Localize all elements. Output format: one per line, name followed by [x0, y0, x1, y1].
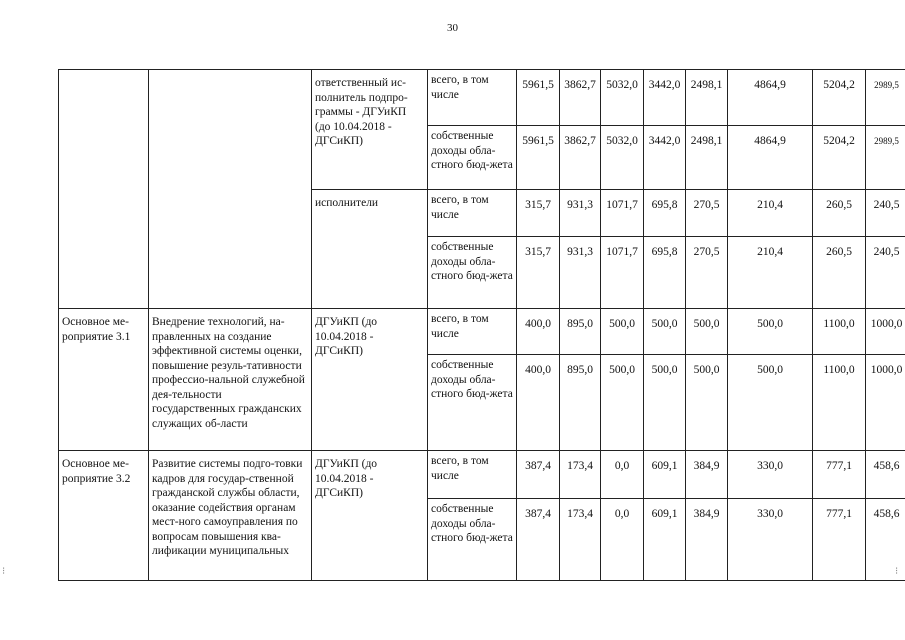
value-cell: 500,0	[728, 355, 813, 451]
value-cell: 5961,5	[517, 70, 560, 126]
value-cell: 895,0	[560, 309, 601, 355]
value-cell: 5204,2	[813, 126, 866, 190]
value-cell: 384,9	[686, 451, 728, 499]
budget-table	[58, 69, 905, 581]
funding-source-cell: всего, в том числе	[428, 190, 517, 237]
value-cell: 2989,5	[866, 126, 905, 190]
value-cell: 270,5	[686, 190, 728, 237]
value-cell: 240,5	[866, 237, 905, 309]
value-cell: 260,5	[813, 190, 866, 237]
value-cell: 1100,0	[813, 309, 866, 355]
value-cell: 500,0	[601, 309, 644, 355]
value-cell: 931,3	[560, 190, 601, 237]
value-cell: 330,0	[728, 499, 813, 581]
executor-cell: исполнители	[312, 190, 428, 309]
right-edge-mark: ⁝	[895, 566, 899, 577]
value-cell: 1071,7	[601, 190, 644, 237]
value-cell: 260,5	[813, 237, 866, 309]
funding-source-cell: собственные доходы обла-стного бюд-жета	[428, 126, 517, 190]
value-cell: 777,1	[813, 451, 866, 499]
executor-cell: ответственный ис-полнитель подпро-граммы - ДГУиКП (до 10.04.2018 - ДГСиКП)	[312, 70, 428, 190]
value-cell: 609,1	[644, 499, 686, 581]
value-cell: 777,1	[813, 499, 866, 581]
funding-source-cell: всего, в том числе	[428, 70, 517, 126]
value-cell: 458,6	[866, 499, 905, 581]
value-cell: 5032,0	[601, 70, 644, 126]
value-cell: 500,0	[644, 355, 686, 451]
value-cell: 1000,0	[866, 309, 905, 355]
value-cell: 315,7	[517, 190, 560, 237]
value-cell: 5204,2	[813, 70, 866, 126]
activity-cell: Основное ме-роприятие 3.1	[59, 309, 149, 451]
value-cell: 2989,5	[866, 70, 905, 126]
value-cell: 500,0	[686, 309, 728, 355]
left-edge-mark: ⁝	[2, 566, 6, 577]
activity-cell: Основное ме-роприятие 3.2	[59, 451, 149, 581]
value-cell: 210,4	[728, 190, 813, 237]
value-cell: 173,4	[560, 499, 601, 581]
value-cell: 3862,7	[560, 70, 601, 126]
value-cell: 5032,0	[601, 126, 644, 190]
table-row	[59, 451, 905, 499]
value-cell: 173,4	[560, 451, 601, 499]
value-cell: 500,0	[728, 309, 813, 355]
value-cell: 500,0	[644, 309, 686, 355]
value-cell: 400,0	[517, 355, 560, 451]
value-cell: 210,4	[728, 237, 813, 309]
value-cell: 931,3	[560, 237, 601, 309]
value-cell: 3862,7	[560, 126, 601, 190]
description-cell	[149, 70, 312, 309]
funding-source-cell: всего, в том числе	[428, 451, 517, 499]
value-cell: 609,1	[644, 451, 686, 499]
description-cell: Внедрение технологий, на-правленных на создание эффективной системы оценки, повышение резуль-тативности профессио-нальной служебной дея-тельности государственных гражданских служащих об-ласти	[149, 309, 312, 451]
value-cell: 270,5	[686, 237, 728, 309]
value-cell: 695,8	[644, 237, 686, 309]
value-cell: 1100,0	[813, 355, 866, 451]
value-cell: 0,0	[601, 451, 644, 499]
value-cell: 695,8	[644, 190, 686, 237]
value-cell: 4864,9	[728, 70, 813, 126]
funding-source-cell: собственные доходы обла-стного бюд-жета	[428, 237, 517, 309]
value-cell: 387,4	[517, 499, 560, 581]
value-cell: 3442,0	[644, 70, 686, 126]
value-cell: 400,0	[517, 309, 560, 355]
activity-cell	[59, 70, 149, 309]
description-cell: Развитие системы подго-товки кадров для государ-ственной гражданской службы области, оказание содействия органам мест-ного самоуправления по вопросам повышения ква-лификации муниципальных	[149, 451, 312, 581]
value-cell: 895,0	[560, 355, 601, 451]
value-cell: 500,0	[601, 355, 644, 451]
value-cell: 0,0	[601, 499, 644, 581]
value-cell: 2498,1	[686, 126, 728, 190]
value-cell: 500,0	[686, 355, 728, 451]
table-row	[59, 309, 905, 355]
value-cell: 240,5	[866, 190, 905, 237]
table-body	[59, 70, 905, 581]
executor-cell: ДГУиКП (до 10.04.2018 - ДГСиКП)	[312, 309, 428, 451]
value-cell: 458,6	[866, 451, 905, 499]
value-cell: 4864,9	[728, 126, 813, 190]
value-cell: 1071,7	[601, 237, 644, 309]
executor-cell: ДГУиКП (до 10.04.2018 - ДГСиКП)	[312, 451, 428, 581]
funding-source-cell: всего, в том числе	[428, 309, 517, 355]
value-cell: 2498,1	[686, 70, 728, 126]
funding-source-cell: собственные доходы обла-стного бюд-жета	[428, 355, 517, 451]
value-cell: 315,7	[517, 237, 560, 309]
page-number: 30	[447, 22, 458, 34]
value-cell: 387,4	[517, 451, 560, 499]
value-cell: 330,0	[728, 451, 813, 499]
value-cell: 1000,0	[866, 355, 905, 451]
value-cell: 3442,0	[644, 126, 686, 190]
table-row	[59, 70, 905, 126]
funding-source-cell: собственные доходы обла-стного бюд-жета	[428, 499, 517, 581]
value-cell: 384,9	[686, 499, 728, 581]
value-cell: 5961,5	[517, 126, 560, 190]
